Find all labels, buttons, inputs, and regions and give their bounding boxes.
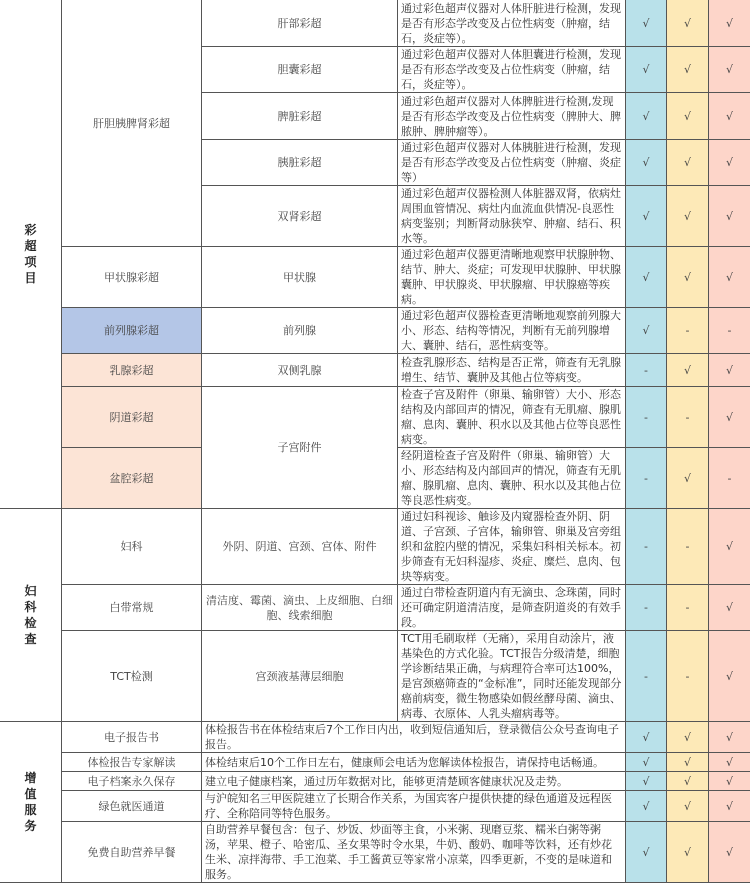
package-b-mark: - bbox=[667, 308, 709, 354]
item-description: 检查子宫及附件（卵巢、输卵管）大小、形态结构及内部回声的情况，筛查有无肌瘤、腺肌瘤、息肉、囊肿、积水以及其他占位等良恶性病变。 bbox=[398, 387, 626, 448]
section-label-char: 增 bbox=[0, 770, 61, 786]
item-description: 通过彩色超声仪器对人体胆囊进行检测，发现是否有形态学改变及占位性病变（肿瘤，结石，炎症等）。 bbox=[398, 47, 626, 93]
section-label-char: 服 bbox=[0, 802, 61, 818]
item-description: 检查乳腺形态、结构是否正常，筛查有无乳腺增生、结节、囊肿及其他占位等病变。 bbox=[398, 354, 626, 387]
package-b-mark: - bbox=[667, 585, 709, 631]
section-label-char: 科 bbox=[0, 599, 61, 615]
section-label-char: 彩 bbox=[0, 222, 61, 238]
section-label-char: 检 bbox=[0, 615, 61, 631]
package-c-mark: √ bbox=[709, 93, 750, 140]
item-name: 乳腺彩超 bbox=[62, 354, 202, 387]
sub-item: 胆囊彩超 bbox=[202, 47, 398, 93]
sub-item: 宫颈液基薄层细胞 bbox=[202, 631, 398, 722]
package-c-mark: √ bbox=[709, 47, 750, 93]
item-description: 体检报告书在体检结束后7个工作日内出，收到短信通知后，登录微信公众号查询电子报告。 bbox=[202, 722, 626, 753]
package-b-mark: - bbox=[667, 387, 709, 448]
item-description: 通过妇科视诊、触诊及内窥器检查外阴、阴道、子宫颈、子宫体，输卵管、卵巢及宫旁组织和盆腔内壁的情况，采集妇科相关标本。初步筛查有无妇科湿疹、炎症、糜烂、息肉、包块等病变。 bbox=[398, 509, 626, 585]
package-b-mark: - bbox=[667, 509, 709, 585]
package-c-mark: √ bbox=[709, 822, 750, 883]
item-name: 阴道彩超 bbox=[62, 387, 202, 448]
package-b-mark: √ bbox=[667, 448, 709, 509]
sub-item: 子宫附件 bbox=[202, 387, 398, 509]
item-name: 盆腔彩超 bbox=[62, 448, 202, 509]
package-c-mark: √ bbox=[709, 354, 750, 387]
section-label-char: 项 bbox=[0, 254, 61, 270]
package-b-mark: √ bbox=[667, 186, 709, 247]
package-a-mark: √ bbox=[626, 47, 667, 93]
table-row bbox=[0, 247, 750, 308]
table-row bbox=[0, 387, 750, 448]
package-c-mark: √ bbox=[709, 753, 750, 772]
item-name: 妇科 bbox=[62, 509, 202, 585]
package-a-mark: √ bbox=[626, 247, 667, 308]
item-description: 经阴道检查子宫及附件（卵巢、输卵管）大小、形态结构及内部回声的情况，筛查有无肌瘤、腺肌瘤、息肉、囊肿、积水以及其他占位等良恶性病变。 bbox=[398, 448, 626, 509]
package-b-mark: √ bbox=[667, 93, 709, 140]
package-b-mark: √ bbox=[667, 140, 709, 186]
item-name: 白带常规 bbox=[62, 585, 202, 631]
package-c-mark: √ bbox=[709, 772, 750, 791]
package-c-mark: - bbox=[709, 308, 750, 354]
package-a-mark: √ bbox=[626, 753, 667, 772]
package-a-mark: - bbox=[626, 448, 667, 509]
item-description: TCT用毛刷取样（无痛），采用自动涂片，液基染色的方式化验。TCT报告分级清楚，细胞学诊断结果正确，与病理符合率可达100%，是宫颈癌筛查的“金标准”，同时还能发现部分癌前病变，微生物感染如假丝酵母菌、滴虫、病毒、衣原体、人乳头瘤病毒等。 bbox=[398, 631, 626, 722]
table-row bbox=[0, 354, 750, 387]
package-a-mark: - bbox=[626, 585, 667, 631]
item-name: TCT检测 bbox=[62, 631, 202, 722]
package-a-mark: √ bbox=[626, 0, 667, 47]
package-b-mark: √ bbox=[667, 354, 709, 387]
section-label-char: 超 bbox=[0, 238, 61, 254]
package-b-mark: √ bbox=[667, 722, 709, 753]
section-label-char: 务 bbox=[0, 818, 61, 834]
table-row bbox=[0, 722, 750, 753]
sub-item: 双肾彩超 bbox=[202, 186, 398, 247]
item-description: 通过彩色超声仪器对人体肝脏进行检测，发现是否有形态学改变及占位性病变（肿瘤，结石，炎症等）。 bbox=[398, 0, 626, 47]
package-a-mark: √ bbox=[626, 140, 667, 186]
item-name: 甲状腺彩超 bbox=[62, 247, 202, 308]
item-name: 电子报告书 bbox=[62, 722, 202, 753]
package-a-mark: √ bbox=[626, 308, 667, 354]
item-description: 通过彩色超声仪器对人体脾脏进行检测,发现是否有形态学改变及占位性病变（脾肿大、脾脓肿、脾肿瘤等）。 bbox=[398, 93, 626, 140]
sub-item: 甲状腺 bbox=[202, 247, 398, 308]
sub-item: 双侧乳腺 bbox=[202, 354, 398, 387]
package-b-mark: √ bbox=[667, 247, 709, 308]
table-row bbox=[0, 585, 750, 631]
package-b-mark: √ bbox=[667, 47, 709, 93]
item-description: 与沪皖知名三甲医院建立了长期合作关系，为国宾客户提供快捷的绿色通道及远程医疗、全称陪同等特色服务。 bbox=[202, 791, 626, 822]
item-name: 绿色就医通道 bbox=[62, 791, 202, 822]
package-c-mark: √ bbox=[709, 722, 750, 753]
package-c-mark: √ bbox=[709, 631, 750, 722]
package-c-mark: √ bbox=[709, 0, 750, 47]
item-description: 建立电子健康档案，通过历年数据对比，能够更清楚顾客健康状况及走势。 bbox=[202, 772, 626, 791]
package-a-mark: - bbox=[626, 509, 667, 585]
sub-item: 肝部彩超 bbox=[202, 0, 398, 47]
sub-item: 胰脏彩超 bbox=[202, 140, 398, 186]
package-b-mark: √ bbox=[667, 822, 709, 883]
package-b-mark: √ bbox=[667, 0, 709, 47]
section-label-value-added bbox=[0, 722, 62, 883]
package-c-mark: √ bbox=[709, 791, 750, 822]
package-a-mark: √ bbox=[626, 772, 667, 791]
sub-item: 外阴、阴道、宫颈、宫体、附件 bbox=[202, 509, 398, 585]
table-row bbox=[0, 631, 750, 722]
section-label-char: 妇 bbox=[0, 583, 61, 599]
sub-item: 脾脏彩超 bbox=[202, 93, 398, 140]
table-row bbox=[0, 0, 750, 47]
table-row bbox=[0, 772, 750, 791]
sub-item: 前列腺 bbox=[202, 308, 398, 354]
table-row bbox=[0, 822, 750, 883]
package-a-mark: √ bbox=[626, 722, 667, 753]
package-c-mark: √ bbox=[709, 186, 750, 247]
section-label-char: 值 bbox=[0, 786, 61, 802]
package-c-mark: √ bbox=[709, 509, 750, 585]
package-c-mark: √ bbox=[709, 247, 750, 308]
table-row bbox=[0, 308, 750, 354]
package-a-mark: √ bbox=[626, 791, 667, 822]
item-name: 免费自助营养早餐 bbox=[62, 822, 202, 883]
package-b-mark: √ bbox=[667, 753, 709, 772]
section-label-gynecology bbox=[0, 509, 62, 722]
item-name: 体检报告专家解读 bbox=[62, 753, 202, 772]
package-c-mark: √ bbox=[709, 140, 750, 186]
table-row bbox=[0, 509, 750, 585]
table-row bbox=[0, 753, 750, 772]
item-name: 电子档案永久保存 bbox=[62, 772, 202, 791]
package-a-mark: √ bbox=[626, 822, 667, 883]
section-label-ultrasound bbox=[0, 0, 62, 509]
package-a-mark: √ bbox=[626, 186, 667, 247]
table-row bbox=[0, 791, 750, 822]
section-label-char: 查 bbox=[0, 631, 61, 647]
package-c-mark: - bbox=[709, 448, 750, 509]
package-c-mark: √ bbox=[709, 387, 750, 448]
sub-item: 清洁度、霉菌、滴虫、上皮细胞、白细胞、线索细胞 bbox=[202, 585, 398, 631]
package-b-mark: √ bbox=[667, 791, 709, 822]
item-name: 肝胆胰脾肾彩超 bbox=[62, 0, 202, 247]
item-name: 前列腺彩超 bbox=[62, 308, 202, 354]
item-description: 通过彩色超声仪器更清晰地观察甲状腺肿物、结节、肿大、炎症；可发现甲状腺肿、甲状腺囊肿、甲状腺炎、甲状腺瘤、甲状腺癌等疾病。 bbox=[398, 247, 626, 308]
package-b-mark: - bbox=[667, 631, 709, 722]
package-a-mark: √ bbox=[626, 93, 667, 140]
item-description: 通过白带检查阴道内有无滴虫、念珠菌，同时还可确定阴道清洁度，是筛查阴道炎的有效手段。 bbox=[398, 585, 626, 631]
package-a-mark: - bbox=[626, 354, 667, 387]
package-b-mark: √ bbox=[667, 772, 709, 791]
section-label-char: 目 bbox=[0, 270, 61, 286]
package-a-mark: - bbox=[626, 631, 667, 722]
item-description: 体检结束后10个工作日左右，健康师会电话为您解读体检报告，请保持电话畅通。 bbox=[202, 753, 626, 772]
item-description: 通过彩色超声仪器检测人体脏器双肾，依病灶周围血管情况、病灶内血流血供情况-良恶性病变鉴别；判断肾动脉狭窄、肿瘤、结石、积水等。 bbox=[398, 186, 626, 247]
item-description: 通过彩色超声仪器检查更清晰地观察前列腺大小、形态、结构等情况，判断有无前列腺增大、囊肿、结石，恶性病变等。 bbox=[398, 308, 626, 354]
item-description: 自助营养早餐包含：包子、炒饭、炒面等主食，小米粥、现磨豆浆、糯米白粥等粥汤，苹果、橙子、哈密瓜、圣女果等时令水果，牛奶、酸奶、咖啡等饮料，还有炒花生米、凉拌海带、手工泡菜、手工酱黄豆等家常小凉菜，四季更新，不变的是味道和服务。 bbox=[202, 822, 626, 883]
package-c-mark: √ bbox=[709, 585, 750, 631]
package-a-mark: - bbox=[626, 387, 667, 448]
item-description: 通过彩色超声仪器对人体胰脏进行检测，发现是否有形态学改变及占位性病变（肿瘤、炎症等） bbox=[398, 140, 626, 186]
